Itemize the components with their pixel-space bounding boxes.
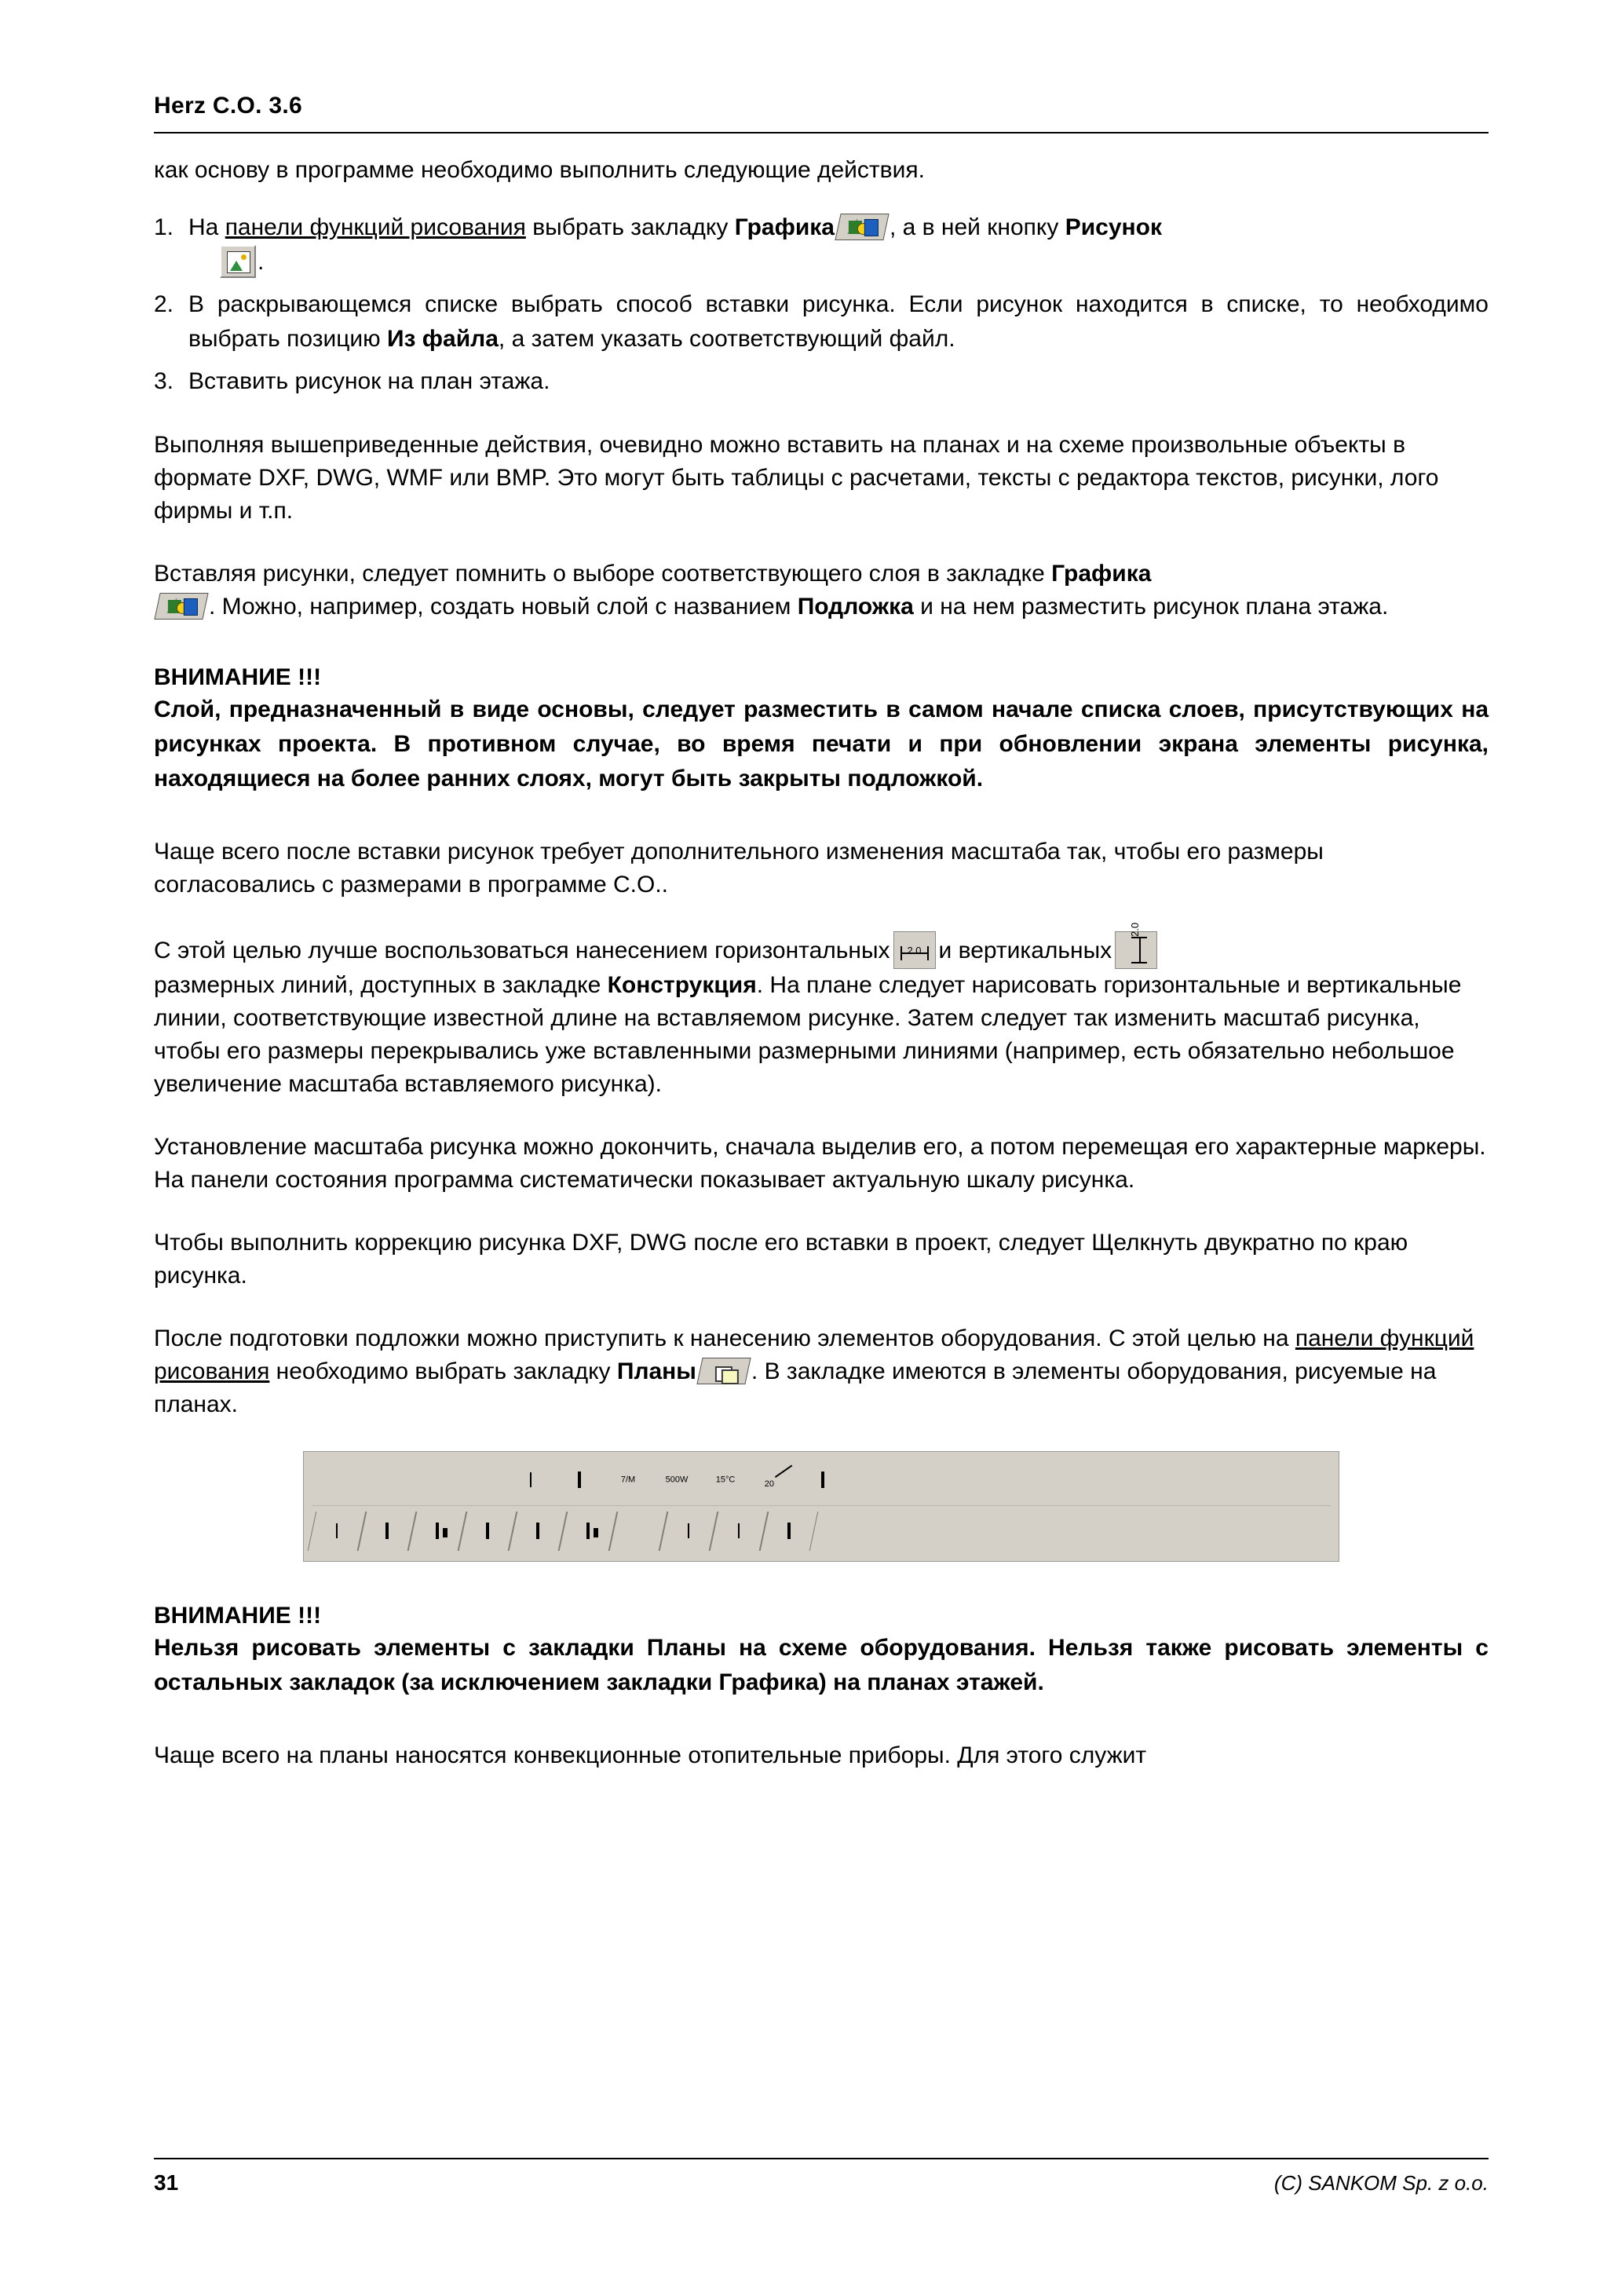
room-icon[interactable] <box>458 1512 517 1551</box>
step-3-text: Вставить рисунок на план этажа. <box>188 368 550 394</box>
step-1-text <box>188 210 1489 280</box>
paragraph-4-part-a: С этой целью лучше воспользоваться нанесением горизонтальных <box>154 938 890 963</box>
paragraph-7 <box>154 1322 1489 1421</box>
step-1-bold1: Графика <box>734 214 835 240</box>
step-2-bold1: Из файла <box>386 326 499 352</box>
paragraph-2-bold-podlozhka: Подложка <box>797 594 914 620</box>
paragraph-4-bold: Конструкция <box>607 972 757 998</box>
step-2-part1: В раскрывающемся списке выбрать способ вставки рисунка. Если рисунок находится в списке, то необходимо выбрать позицию <box>188 291 1489 352</box>
step-2 <box>154 287 1489 356</box>
paragraph-2 <box>154 558 1489 623</box>
paragraph-2-part-b: . Можно, например, создать новый слой с названием <box>209 594 798 620</box>
step-1-bold2: Рисунок <box>1065 214 1162 240</box>
pipe-dashed-icon[interactable] <box>360 1461 409 1500</box>
step-2-text <box>188 287 1489 356</box>
paragraph-7-part-b: необходимо выбрать закладку <box>269 1358 617 1384</box>
paragraph-4-part-b: и вертикальных <box>938 938 1112 963</box>
warning-2-body: Нельзя рисовать элементы с закладки Планы на схеме оборудования. Нельзя также рисовать элементы с остальных закладок (за исключением закладки Графика) на планах этажей. <box>154 1635 1489 1695</box>
page-content <box>154 0 1489 1772</box>
plans-icon[interactable] <box>760 1512 819 1551</box>
vertical-dimension-icon <box>1115 922 1157 969</box>
horizontal-dimension-icon <box>893 931 936 969</box>
step-2-number: 2. <box>154 291 174 317</box>
plans-tab-icon <box>696 1358 751 1384</box>
footer-divider <box>154 2158 1489 2159</box>
graphics-tab-icon <box>835 214 889 240</box>
radiator-icon[interactable] <box>506 1461 555 1500</box>
warning-2-title: ВНИМАНИЕ !!! <box>154 1603 322 1629</box>
element-icon[interactable] <box>509 1512 568 1551</box>
paragraph-7-bold: Планы <box>616 1358 696 1384</box>
toolbar-row-1 <box>312 1458 1331 1502</box>
pipe-section-icon[interactable]: 7/M <box>620 1475 636 1485</box>
page-header: Herz C.O. 3.6 <box>154 93 302 119</box>
intro-paragraph: как основу в программе необходимо выполнить следующие действия. <box>154 157 925 183</box>
graphics-icon[interactable] <box>659 1512 718 1551</box>
toolbar-row-2 <box>312 1505 1331 1553</box>
paragraph-2-part-c: и на нем разместить рисунок плана этажа. <box>913 594 1389 620</box>
paragraph-1: Выполняя вышеприведенные действия, очевидно можно вставить на планах и на схеме произвольные объекты в формате DXF, DWG, WMF или BMP. Это могут быть таблицы с расчетами, тексты с редактора текстов, рисунки, лого фирмы и т.п. <box>154 432 1439 524</box>
step-1-part4: . <box>258 249 265 275</box>
step-2-part2: , а затем указать соответствующий файл. <box>498 326 955 352</box>
step-1-part3: , а в ней кнопку <box>889 214 1065 240</box>
paragraph-4-part-c: размерных линий, доступных в закладке <box>154 972 608 998</box>
list-icon[interactable] <box>609 1512 668 1551</box>
step-1-part2: выбрать закладку <box>525 214 735 240</box>
graphics-tab-icon-2 <box>154 593 208 620</box>
paragraph-4-part-d: . На плане следует нарисовать горизонтальные и вертикальные линии, соответствующие известной длине на вставляемом рисунке. Затем следует так изменить масштаб рисунка, чтобы его размеры перекрывались уже вставленными размерными линиями (например, есть обязательно небольшое увеличение масштаба вставляемого рисунка). <box>154 972 1462 1097</box>
pipe-return-icon[interactable] <box>409 1461 458 1500</box>
horizontal-dimension-label: 2.0 <box>907 945 922 956</box>
heater-icon[interactable] <box>555 1461 604 1500</box>
paragraph-3: Чаще всего после вставки рисунок требует дополнительного изменения масштаба так, чтобы его размеры согласовались с размерами в программе C.O.. <box>154 839 1324 898</box>
plans-drawing-toolbar[interactable] <box>303 1451 1339 1562</box>
paragraph-7-part-c: . В закладке имеются в элементы оборудования, рисуемые на планах. <box>154 1358 1437 1417</box>
multi-pipe-icon[interactable] <box>308 1512 367 1551</box>
color-layers-icon[interactable] <box>710 1512 769 1551</box>
step-1 <box>154 210 1489 280</box>
page-number: 31 <box>154 2170 179 2195</box>
picture-button-icon <box>220 245 256 278</box>
page-footer <box>154 2170 1489 2195</box>
paragraph-7-link[interactable]: панели функций рисования <box>154 1325 1474 1384</box>
valve-icon[interactable] <box>458 1461 506 1500</box>
step-3 <box>154 364 1489 399</box>
header-divider <box>154 132 1489 133</box>
copyright-text: (C) SANKOM Sp. z o.o. <box>1273 2171 1489 2195</box>
paragraph-8: Чаще всего на планы наносятся конвекционные отопительные приборы. Для этого служит <box>154 1742 1147 1768</box>
step-1-part1: На <box>188 214 225 240</box>
numbered-steps <box>154 210 1489 399</box>
warning-1-title: ВНИМАНИЕ !!! <box>154 664 322 690</box>
slope-icon[interactable]: 20 <box>764 1479 774 1489</box>
paragraph-5: Установление масштаба рисунка можно докончить, сначала выделив его, а потом перемещая его характерные маркеры. На панели состояния программа систематически показывает актуальную шкалу рисунка. <box>154 1134 1486 1193</box>
warning-1-body: Слой, предназначенный в виде основы, следует разместить в самом начале списка слоев, присутствующих на рисунках проекта. В противном случае, во время печати и при обновлении экрана элементы рисунка, находящиеся на более ранних слоях, могут быть закрыты подложкой. <box>154 696 1489 792</box>
connection-icon[interactable] <box>798 1461 847 1500</box>
device-icon[interactable] <box>559 1512 618 1551</box>
temperature-icon[interactable]: 15°C <box>715 1475 736 1485</box>
paragraph-2-part-a: Вставляя рисунки, следует помнить о выборе соответствующего слоя в закладке <box>154 561 1052 587</box>
step-3-number: 3. <box>154 368 174 394</box>
pipe-supply-icon[interactable] <box>312 1461 360 1500</box>
paragraph-7-part-a: После подготовки подложки можно приступить к нанесению элементов оборудования. С этой целью на <box>154 1325 1295 1351</box>
paragraph-4 <box>154 922 1489 1101</box>
riser-icon[interactable] <box>408 1512 467 1551</box>
paragraph-2-bold-graphics: Графика <box>1051 561 1152 587</box>
radiator-plan-icon[interactable] <box>358 1512 417 1551</box>
vertical-dimension-label: 2.0 <box>1129 922 1142 937</box>
step-1-number: 1. <box>154 214 174 240</box>
paragraph-6: Чтобы выполнить коррекцию рисунка DXF, DWG после его вставки в проект, следует Щелкнуть двукратно по краю рисунка. <box>154 1230 1408 1289</box>
step-1-link[interactable]: панели функций рисования <box>225 214 526 240</box>
boiler-icon[interactable]: 500W <box>665 1475 689 1485</box>
